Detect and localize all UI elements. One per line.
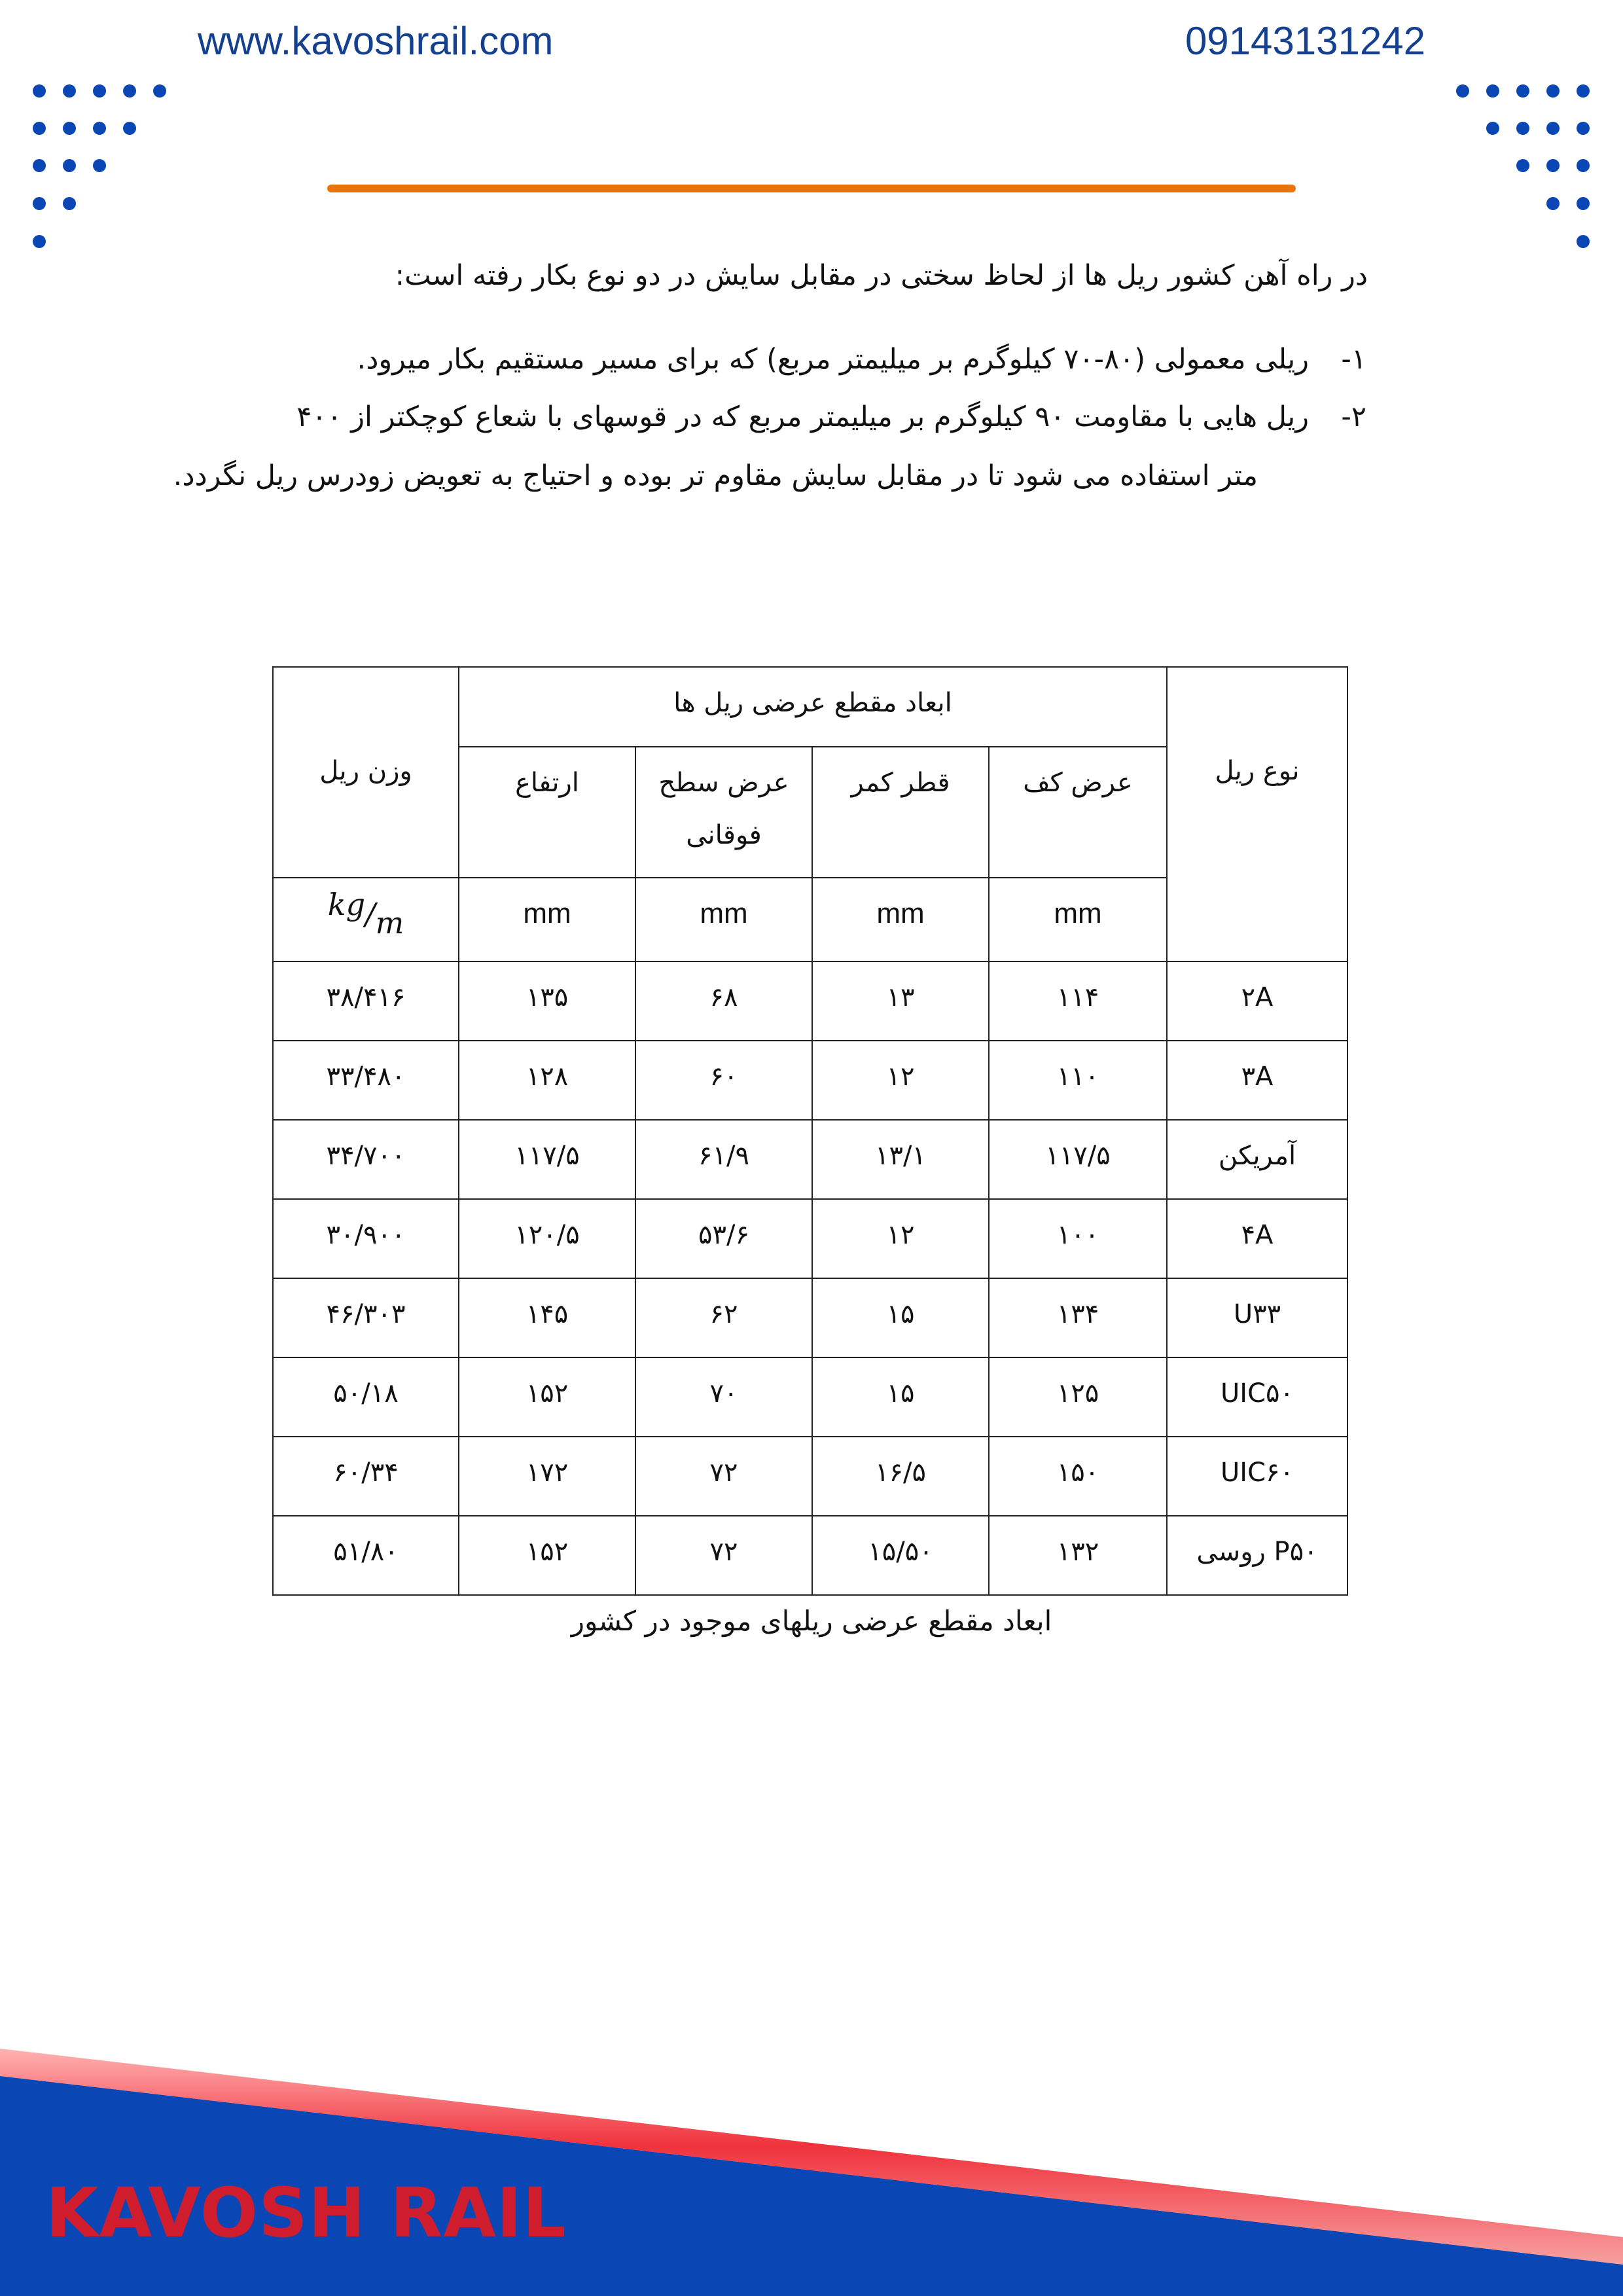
cell-web: ۱۵ [812, 1357, 989, 1437]
cell-base: ۱۳۲ [989, 1516, 1167, 1595]
cell-head: ۶۲ [635, 1278, 812, 1357]
list-item-2-line-1: ریل هایی با مقاومت ۹۰ کیلوگرم بر میلیمتر مربع که در قوسهای با شعاع کوچکتر از ۴۰۰ [296, 401, 1309, 433]
list-number-2: ۲- [1341, 401, 1366, 433]
table-row [273, 1041, 1347, 1120]
cell-height: ۱۷۲ [459, 1437, 635, 1516]
decorative-dots [0, 0, 1623, 262]
cell-height: ۱۱۷/۵ [459, 1120, 635, 1199]
table-row [273, 961, 1347, 1041]
header-cross-section-group: ابعاد مقطع عرضی ریل ها [459, 667, 1167, 747]
cell-weight: ۳۰/۹۰۰ [273, 1199, 459, 1278]
cell-weight: ۶۰/۳۴ [273, 1437, 459, 1516]
cell-web: ۱۲ [812, 1199, 989, 1278]
header-head-width-line2: فوقانی [686, 820, 762, 850]
cell-height: ۱۴۵ [459, 1278, 635, 1357]
cell-height: ۱۵۲ [459, 1357, 635, 1437]
cell-base: ۱۲۵ [989, 1357, 1167, 1437]
table-caption: ابعاد مقطع عرضی ریلهای موجود در کشور [571, 1605, 1052, 1637]
cell-web: ۱۵/۵۰ [812, 1516, 989, 1595]
table-row [273, 1357, 1347, 1437]
brand-logo-text: KAVOSH RAIL [46, 2173, 567, 2253]
cell-base: ۱۱۴ [989, 961, 1167, 1041]
cell-web: ۱۶/۵ [812, 1437, 989, 1516]
cell-base: ۱۱۷/۵ [989, 1120, 1167, 1199]
cell-web: ۱۵ [812, 1278, 989, 1357]
unit-base-width: mm [989, 878, 1167, 961]
cell-web: ۱۲ [812, 1041, 989, 1120]
header-divider [327, 185, 1296, 192]
cell-type: ۴A [1167, 1199, 1347, 1278]
phone-number[interactable]: 09143131242 [1185, 19, 1425, 63]
header-head-width-line1: عرض سطح [658, 768, 789, 798]
table-row [273, 1120, 1347, 1199]
cell-weight: ۳۴/۷۰۰ [273, 1120, 459, 1199]
cell-head: ۶۰ [635, 1041, 812, 1120]
header-web-thickness: قطر کمر [812, 747, 989, 878]
list-item-1: ریلی معمولی (۸۰-۷۰ کیلوگرم بر میلیمتر مربع) که برای مسیر مستقیم بکار میرود. [357, 343, 1309, 376]
cell-web: ۱۳/۱ [812, 1120, 989, 1199]
cell-base: ۱۱۰ [989, 1041, 1167, 1120]
website-link[interactable]: www.kavoshrail.com [198, 19, 554, 63]
cell-type: ۳A [1167, 1041, 1347, 1120]
cell-head: ۷۰ [635, 1357, 812, 1437]
cell-weight: ۴۶/۳۰۳ [273, 1278, 459, 1357]
cell-base: ۱۵۰ [989, 1437, 1167, 1516]
cell-type: U۳۳ [1167, 1278, 1347, 1357]
cell-base: ۱۰۰ [989, 1199, 1167, 1278]
cell-weight: ۳۳/۴۸۰ [273, 1041, 459, 1120]
rail-dimensions-table [272, 666, 1348, 1596]
list-number-1: ۱- [1341, 343, 1366, 376]
cell-base: ۱۳۴ [989, 1278, 1167, 1357]
unit-weight-kg: kg [327, 887, 366, 922]
header-rail-type: نوع ریل [1167, 667, 1347, 961]
unit-web-thickness: mm [812, 878, 989, 961]
cell-weight: ۵۱/۸۰ [273, 1516, 459, 1595]
cell-height: ۱۳۵ [459, 961, 635, 1041]
header-head-width [635, 747, 812, 878]
footer-stripe [0, 2029, 1623, 2296]
table-row [273, 1437, 1347, 1516]
unit-weight: kg/m [273, 878, 459, 961]
cell-head: ۷۲ [635, 1437, 812, 1516]
cell-type: آمریکن [1167, 1120, 1347, 1199]
unit-weight-m: m [375, 905, 404, 941]
cell-type: P۵۰ روسی [1167, 1516, 1347, 1595]
header-height: ارتفاع [459, 747, 635, 878]
list-item-2-line-2: متر استفاده می شود تا در مقابل سایش مقاوم تر بوده و احتیاج به تعویض زودرس ریل نگردد. [173, 459, 1258, 492]
cell-head: ۶۸ [635, 961, 812, 1041]
cell-head: ۶۱/۹ [635, 1120, 812, 1199]
cell-type: ۲A [1167, 961, 1347, 1041]
cell-height: ۱۵۲ [459, 1516, 635, 1595]
cell-web: ۱۳ [812, 961, 989, 1041]
header-weight: وزن ریل [273, 667, 459, 878]
cell-weight: ۵۰/۱۸ [273, 1357, 459, 1437]
table-row [273, 1516, 1347, 1595]
cell-weight: ۳۸/۴۱۶ [273, 961, 459, 1041]
unit-height: mm [459, 878, 635, 961]
table-row [273, 1278, 1347, 1357]
cell-head: ۵۳/۶ [635, 1199, 812, 1278]
cell-height: ۱۲۰/۵ [459, 1199, 635, 1278]
cell-head: ۷۲ [635, 1516, 812, 1595]
cell-type: UIC۵۰ [1167, 1357, 1347, 1437]
intro-paragraph: در راه آهن کشور ریل ها از لحاظ سختی در مقابل سایش در دو نوع بکار رفته است: [395, 259, 1368, 292]
cell-type: UIC۶۰ [1167, 1437, 1347, 1516]
table-row [273, 1199, 1347, 1278]
unit-head-width: mm [635, 878, 812, 961]
cell-height: ۱۲۸ [459, 1041, 635, 1120]
header-base-width: عرض کف [989, 747, 1167, 878]
